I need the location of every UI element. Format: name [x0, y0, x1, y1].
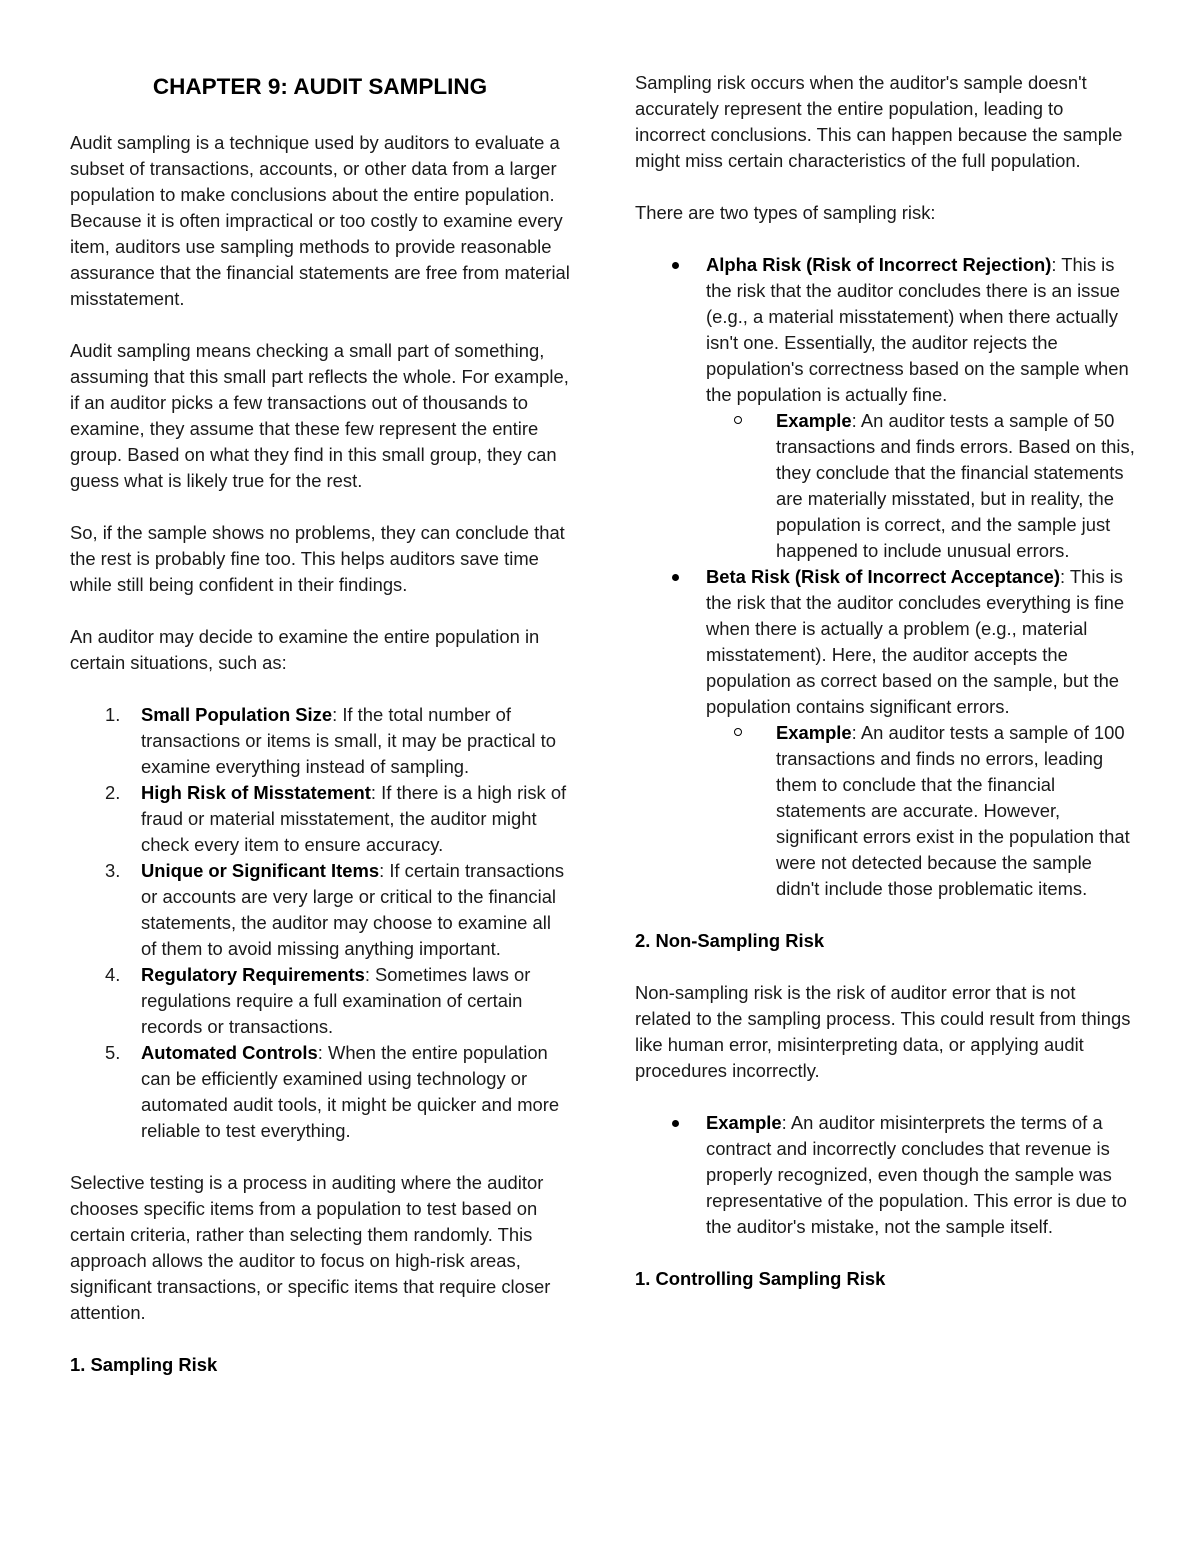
- list-item: [70, 1040, 570, 1144]
- right-column: [635, 70, 1135, 1318]
- selective-testing-paragraph: Selective testing is a process in auditing where the auditor chooses specific items from a population to test based on certain criteria, rather than selecting them randomly. This approach allows the auditor to focus on high-risk areas, significant transactions, or specific items that require closer attention.: [70, 1172, 551, 1323]
- left-column: [70, 70, 570, 1404]
- list-text: : If there is a high risk of fraud or material misstatement, the auditor might check every item to ensure accuracy.: [141, 782, 567, 855]
- non-sampling-example-item: [635, 1110, 1135, 1240]
- alpha-risk-text: : This is the risk that the auditor concludes there is an issue (e.g., a material misstatement) when there actually isn't one. Essentially, the auditor rejects the population's correctness based on the sample when the population is actually fine.: [706, 254, 1129, 405]
- example-text: : An auditor tests a sample of 100 transactions and finds no errors, leading them to conclude that the financial statements are accurate. However, significant errors exist in the population that were not detected because the sample didn't include those problematic items.: [776, 722, 1130, 899]
- bullet-icon: [672, 262, 679, 269]
- risk-types-list: [635, 252, 1135, 902]
- list-item: [70, 780, 570, 858]
- list-item: [70, 858, 570, 962]
- list-term: Small Population Size: [141, 704, 333, 725]
- beta-example-item: [706, 720, 1135, 902]
- non-sampling-example-list: [635, 1110, 1135, 1240]
- section-heading-sampling-risk: 1. Sampling Risk: [70, 1354, 218, 1375]
- beta-example-list: [706, 720, 1135, 902]
- list-term: Unique or Significant Items: [141, 860, 380, 881]
- list-number: 4.: [105, 964, 121, 985]
- alpha-risk-item: [635, 252, 1135, 564]
- example-term: Example: [776, 722, 852, 743]
- beta-risk-term: Beta Risk (Risk of Incorrect Acceptance): [706, 566, 1060, 587]
- list-text: : If certain transactions or accounts are very large or critical to the financial statements, the auditor may choose to examine all of them to avoid missing anything important.: [141, 860, 565, 959]
- list-number: 3.: [105, 860, 121, 881]
- list-text: : If the total number of transactions or items is small, it may be practical to examine everything instead of sampling.: [141, 704, 556, 777]
- example-text: : An auditor tests a sample of 50 transactions and finds errors. Based on this, they conclude that the financial statements are materially misstated, but in reality, the population is correct, and the sample just happened to include unusual errors.: [776, 410, 1135, 561]
- conclusion-paragraph: So, if the sample shows no problems, they can conclude that the rest is probably fine too. This helps auditors save time while still being confident in their findings.: [70, 522, 565, 595]
- hollow-bullet-icon: [734, 728, 742, 736]
- section-heading-controlling-sampling-risk: 1. Controlling Sampling Risk: [635, 1268, 886, 1289]
- sampling-risk-paragraph: Sampling risk occurs when the auditor's sample doesn't accurately represent the entire population, leading to incorrect conclusions. This can happen because the sample might miss certain characteristics of the full population.: [635, 72, 1123, 171]
- list-term: Automated Controls: [141, 1042, 318, 1063]
- list-item: [70, 702, 570, 780]
- list-text: : Sometimes laws or regulations require a full examination of certain records or transactions.: [141, 964, 531, 1037]
- list-text: : When the entire population can be efficiently examined using technology or automated audit tools, it might be quicker and more reliable to test everything.: [141, 1042, 560, 1141]
- population-intro-paragraph: An auditor may decide to examine the entire population in certain situations, such as:: [70, 626, 540, 673]
- list-term: High Risk of Misstatement: [141, 782, 371, 803]
- bullet-icon: [672, 574, 679, 581]
- list-term: Regulatory Requirements: [141, 964, 365, 985]
- definition-paragraph: Audit sampling means checking a small part of something, assuming that this small part reflects the whole. For example, if an auditor picks a few transactions out of thousands to examine, they assume that these few represent the entire group. Based on what they find in this small group, they can guess what is likely true for the rest.: [70, 340, 569, 491]
- situations-list: [70, 702, 570, 1144]
- example-text: : An auditor misinterprets the terms of a contract and incorrectly concludes that revenue is properly recognized, even though the sample was representative of the population. This error is due to the auditor's mistake, not the sample itself.: [706, 1112, 1127, 1237]
- alpha-example-item: [706, 408, 1135, 564]
- list-number: 5.: [105, 1042, 121, 1063]
- types-intro-paragraph: There are two types of sampling risk:: [635, 202, 936, 223]
- example-term: Example: [776, 410, 852, 431]
- bullet-icon: [672, 1120, 679, 1127]
- intro-paragraph: Audit sampling is a technique used by auditors to evaluate a subset of transactions, accounts, or other data from a larger population to make conclusions about the entire population. Because it is often impractical or too costly to examine every item, auditors use sampling methods to provide reasonable assurance that the financial statements are free from material misstatement.: [70, 132, 570, 309]
- beta-risk-item: [635, 564, 1135, 902]
- list-item: [70, 962, 570, 1040]
- page-title: CHAPTER 9: AUDIT SAMPLING: [152, 74, 488, 99]
- non-sampling-paragraph: Non-sampling risk is the risk of auditor error that is not related to the sampling process. This could result from things like human error, misinterpreting data, or applying audit procedures incorrectly.: [635, 982, 1131, 1081]
- list-number: 1.: [105, 704, 121, 725]
- alpha-example-list: [706, 408, 1135, 564]
- list-number: 2.: [105, 782, 121, 803]
- hollow-bullet-icon: [734, 416, 742, 424]
- section-heading-non-sampling-risk: 2. Non-Sampling Risk: [635, 930, 825, 951]
- beta-risk-text: : This is the risk that the auditor concludes everything is fine when there is actually a problem (e.g., material misstatement). Here, the auditor accepts the population as correct based on the sample, but the population contains significant errors.: [706, 566, 1125, 717]
- alpha-risk-term: Alpha Risk (Risk of Incorrect Rejection): [706, 254, 1052, 275]
- example-term: Example: [706, 1112, 782, 1133]
